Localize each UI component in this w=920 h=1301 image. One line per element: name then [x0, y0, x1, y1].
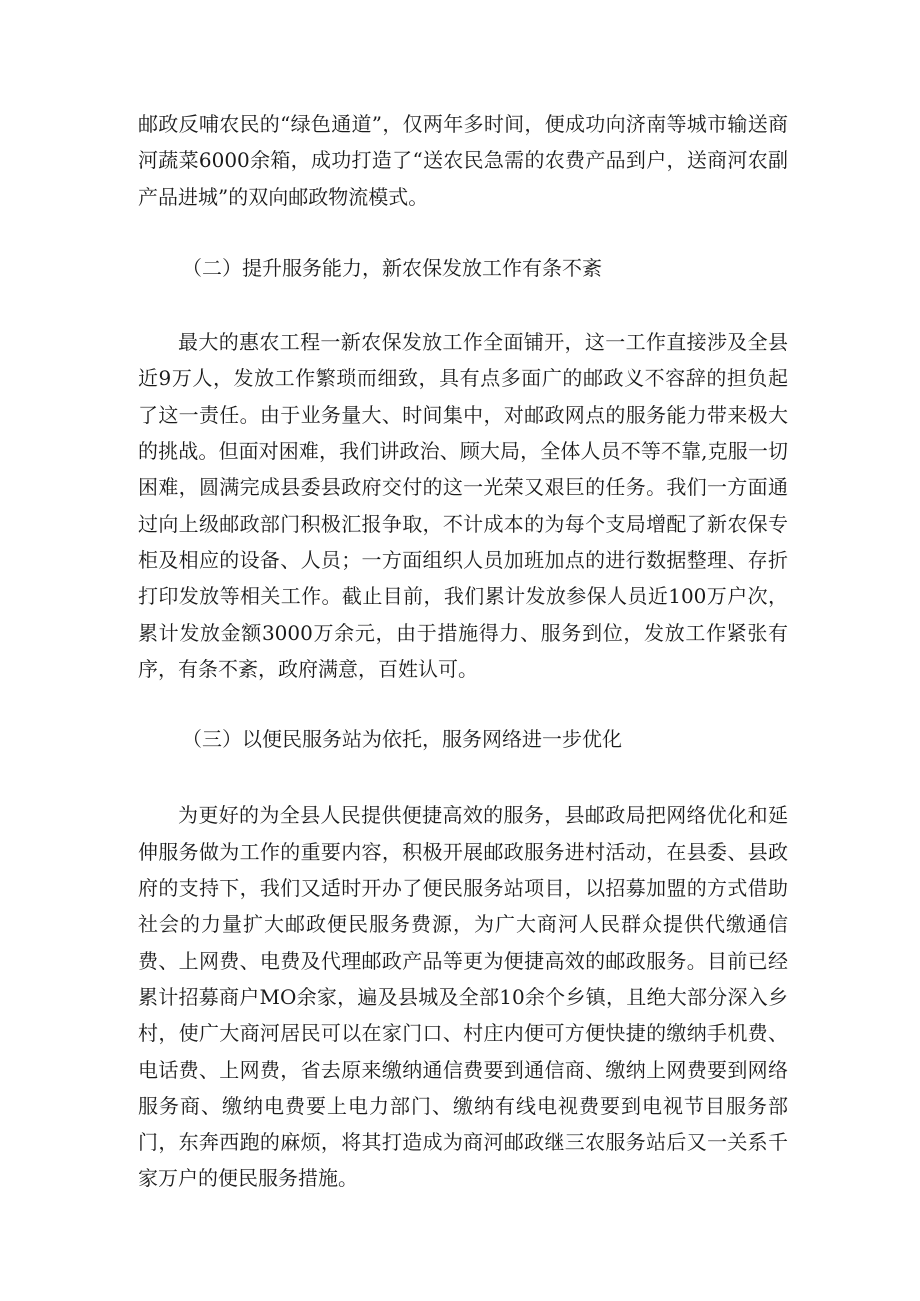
section-heading-3: （三）以便民服务站为依托，服务网络进一步优化	[182, 727, 622, 752]
paragraph-service-stations: 为更好的为全县人民提供便捷高效的服务，县邮政局把网络优化和延伸服务做为工作的重要内容，积极开展邮政服务进村活动，在县委、县政府的支持下，我们又适时开办了便民服务站项目，以招募加盟的方式借助社会的力量扩大邮政便民服务费源，为广大商河人民群众提供代缴通信费、上网费、电费及代理邮政产品等更为便捷高效的邮政服务。目前已经累计招募商户MO余家，遍及县城及全部10余个乡镇，且绝大部分深入乡村，使广大商河居民可以在家门口、村庄内便可方便快捷的缴纳手机费、电话费、上网费，省去原来缴纳通信费要到通信商、缴纳上网费要到网络服务商、缴纳电费要上电力部门、缴纳有线电视费要到电视节目服务部门，东奔西跑的麻烦，将其打造成为商河邮政继三农服务站后又一关系千家万户的便民服务措施。	[138, 803, 788, 1191]
document-body	[138, 106, 788, 1197]
paragraph-spacer	[138, 215, 788, 250]
paragraph-spacer	[138, 757, 788, 797]
paragraph-pension-distribution: 最大的惠农工程一新农保发放工作全面铺开，这一工作直接涉及全县近9万人，发放工作繁琐而细致，具有点多面广的邮政义不容辞的担负起了这一责任。由于业务量大、时间集中，对邮政网点的服务能力带来极大的挑战。但面对困难，我们讲政治、顾大局，全体人员不等不靠,克服一切困难，圆满完成县委县政府交付的这一光荣又艰巨的任务。我们一方面通过向上级邮政部门积极汇报争取，不计成本的为每个支局增配了新农保专柜及相应的设备、人员；一方面组织人员加班加点的进行数据整理、存折打印发放等相关工作。截止目前，我们累计发放参保人员近100万户次，累计发放金额3000万余元，由于措施得力、服务到位，发放工作紧张有序，有条不紊，政府满意，百姓认可。	[138, 330, 788, 681]
section-heading-2: （二）提升服务能力，新农保发放工作有条不紊	[182, 255, 602, 280]
paragraph-spacer	[138, 286, 788, 324]
paragraph-green-channel: 邮政反哺农民的“绿色通道”，仅两年多时间，便成功向济南等城市输送商河蔬菜6000余箱，成功打造了“送农民急需的农费产品到户，送商河农副产品进城”的双向邮政物流模式。	[138, 112, 788, 209]
paragraph-spacer	[138, 687, 788, 721]
